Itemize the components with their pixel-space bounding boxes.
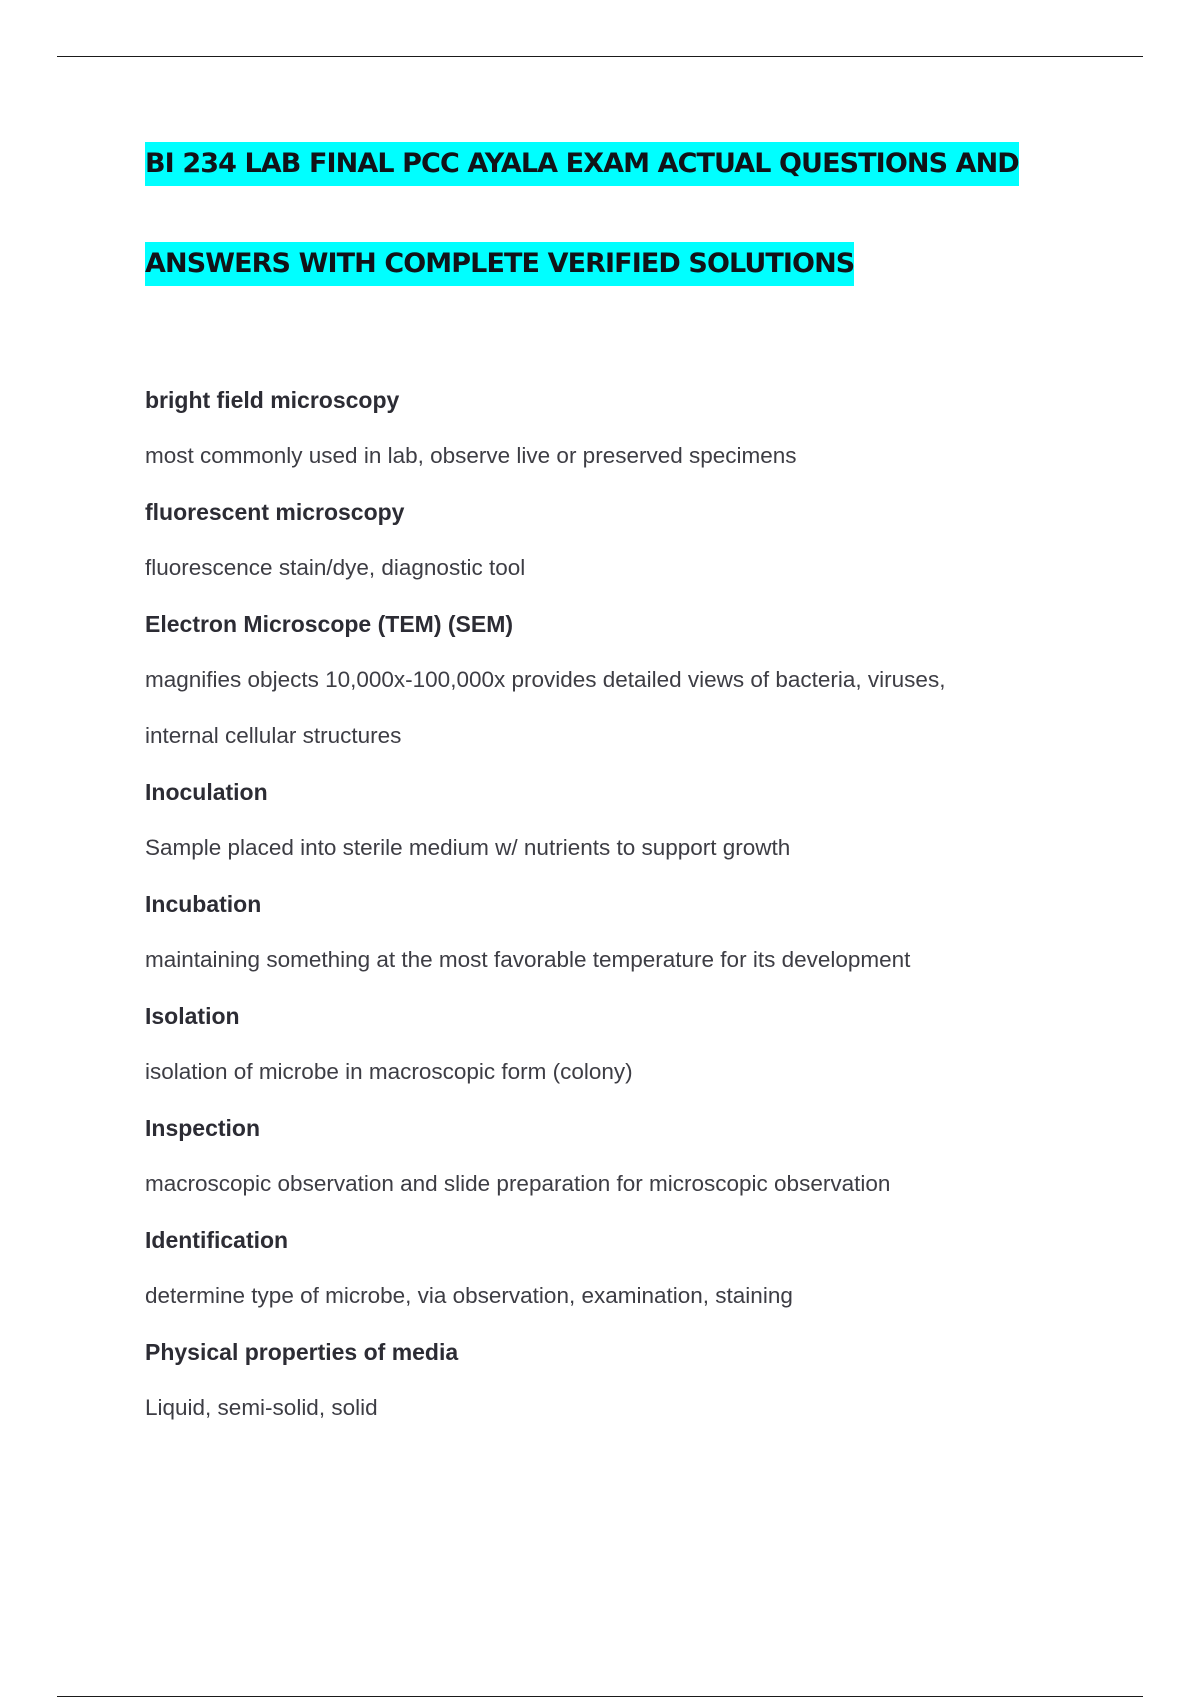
qa-definition: isolation of microbe in macroscopic form (colony) — [145, 1059, 633, 1084]
qa-item — [145, 764, 1105, 876]
qa-term: Inspection — [145, 1115, 261, 1141]
qa-term: Identification — [145, 1227, 289, 1253]
qa-definition: fluorescence stain/dye, diagnostic tool — [145, 555, 526, 580]
title-line-2: ANSWERS WITH COMPLETE VERIFIED SOLUTIONS — [145, 242, 854, 286]
qa-definition: Liquid, semi-solid, solid — [145, 1395, 378, 1420]
qa-definition-continued: internal cellular structures — [145, 723, 402, 748]
qa-definition: magnifies objects 10,000x-100,000x provides detailed views of bacteria, viruses, — [145, 667, 946, 692]
qa-item — [145, 1212, 1105, 1324]
document-title — [145, 142, 1145, 286]
qa-list — [145, 372, 1105, 1436]
qa-definition: Sample placed into sterile medium w/ nutrients to support growth — [145, 835, 791, 860]
qa-definition: most commonly used in lab, observe live or preserved specimens — [145, 443, 797, 468]
qa-definition: maintaining something at the most favorable temperature for its development — [145, 947, 911, 972]
top-rule — [57, 56, 1143, 57]
qa-item — [145, 988, 1105, 1100]
qa-item — [145, 372, 1105, 484]
qa-term: Inoculation — [145, 779, 268, 805]
qa-item — [145, 1100, 1105, 1212]
qa-item — [145, 1324, 1105, 1436]
qa-item — [145, 596, 1105, 764]
qa-term: Physical properties of media — [145, 1339, 459, 1365]
qa-item — [145, 876, 1105, 988]
bottom-rule — [57, 1696, 1143, 1697]
qa-term: Isolation — [145, 1003, 240, 1029]
qa-term: bright field microscopy — [145, 387, 400, 413]
qa-term: fluorescent microscopy — [145, 499, 405, 525]
qa-term: Electron Microscope (TEM) (SEM) — [145, 611, 514, 637]
title-line-1: BI 234 LAB FINAL PCC AYALA EXAM ACTUAL QUESTIONS AND — [145, 142, 1019, 186]
qa-definition: macroscopic observation and slide preparation for microscopic observation — [145, 1171, 891, 1196]
qa-definition: determine type of microbe, via observation, examination, staining — [145, 1283, 793, 1308]
qa-item — [145, 484, 1105, 596]
qa-term: Incubation — [145, 891, 262, 917]
